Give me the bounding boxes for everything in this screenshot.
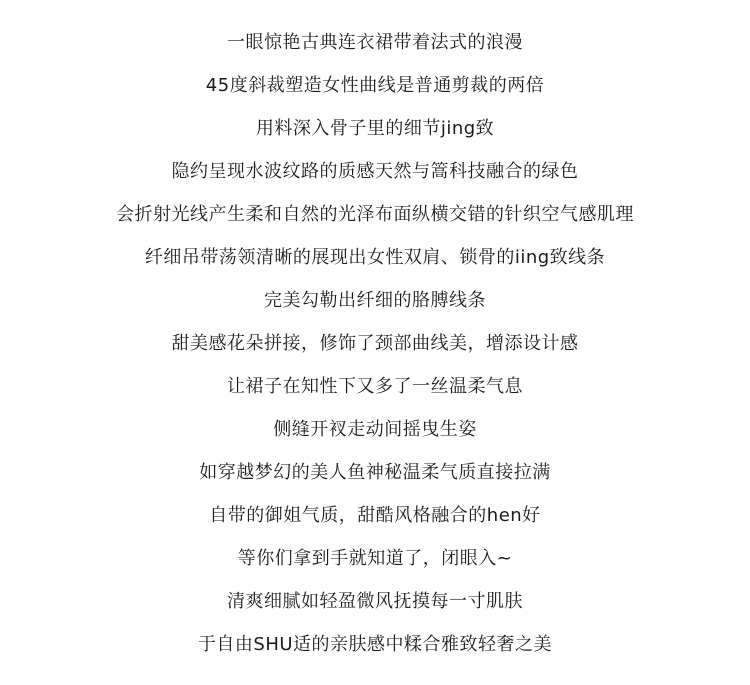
description-line: 自带的御姐气质，甜酷风格融合的hen好 <box>209 505 541 526</box>
description-line: 等你们拿到手就知道了，闭眼入~ <box>237 548 513 569</box>
description-line: 如穿越梦幻的美人鱼神秘温柔气质直接拉满 <box>199 462 551 483</box>
description-line: 清爽细腻如轻盈微风抚摸每一寸肌肤 <box>227 591 523 612</box>
description-line: 完美勾勒出纤细的胳膊线条 <box>264 290 486 311</box>
description-line: 隐约呈现水波纹路的质感天然与篙科技融合的绿色 <box>171 161 579 182</box>
description-line: 侧缝开衩走动间摇曳生姿 <box>273 419 477 440</box>
description-line: 让裙子在知性下又多了一丝温柔气息 <box>227 376 523 397</box>
description-line: 45度斜裁塑造女性曲线是普通剪裁的两倍 <box>205 75 545 96</box>
product-description <box>0 21 750 666</box>
description-line: 用料深入骨子里的细节jing致 <box>255 118 495 139</box>
description-line: 甜美感花朵拼接，修饰了颈部曲线美，增添设计感 <box>171 333 579 354</box>
description-line: 会折射光线产生柔和自然的光泽布面纵横交错的针织空气感肌理 <box>116 204 634 225</box>
description-line: 一眼惊艳古典连衣裙带着法式的浪漫 <box>227 32 523 53</box>
description-line: 于自由SHU适的亲肤感中糅合雅致轻奢之美 <box>197 634 553 655</box>
description-line: 纤细吊带荡领清晰的展现出女性双肩、锁骨的iing致线条 <box>144 247 606 268</box>
